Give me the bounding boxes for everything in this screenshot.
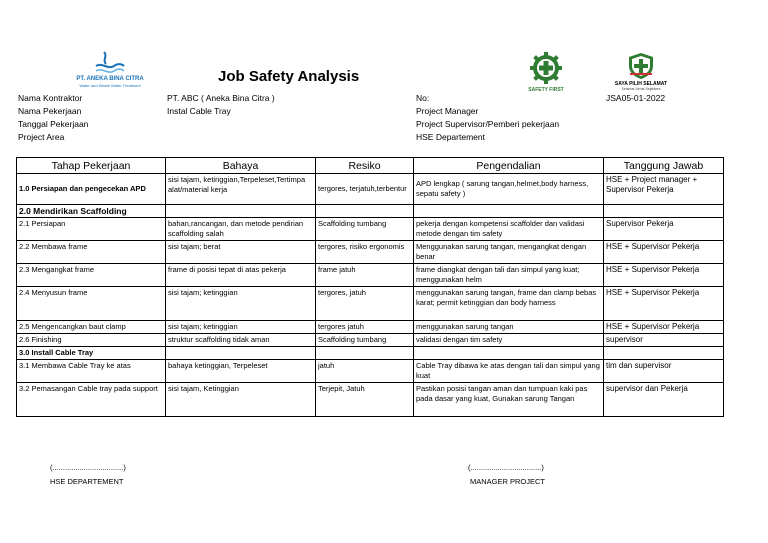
step-cell: 2.5 Mengencangkan baut clamp [17,321,166,334]
column-header: Tanggung Jawab [604,158,724,174]
hazard-cell: sisi tajam, ketinggian,Terpeleset,Tertimpa alat/material kerja [166,174,316,205]
control-cell: pekerja dengan kompetensi scaffolder dan validasi metode dengan tim safety [414,218,604,241]
step-cell: 2.2 Membawa frame [17,241,166,264]
hazard-cell: bahan,rancangan, dan metode pendirian scaffolding salah [166,218,316,241]
document-title: Job Safety Analysis [218,68,360,85]
empty-cell [166,205,316,218]
role-project-manager: Project Manager [416,106,479,116]
table-row [17,360,724,383]
risk-cell: tergores, jatuh [316,287,414,321]
responsibility-cell: HSE + Supervisor Pekerja [604,321,724,334]
empty-cell [414,347,604,360]
responsibility-cell: Supervisor Pekerja [604,218,724,241]
control-cell: frame diangkat dengan tali dan simpul yang kuat; menggunakan helm [414,264,604,287]
empty-cell [166,347,316,360]
label-kontraktor: Nama Kontraktor [18,93,83,103]
info-roles [416,92,559,144]
hazard-cell: sisi tajam; ketinggian [166,287,316,321]
company-name: PT. ANEKA BINA CITRA [76,76,144,82]
risk-cell: Terjepit, Jatuh [316,383,414,417]
column-header: Tahap Pekerjaan [17,158,166,174]
risk-cell: tergores jatuh [316,321,414,334]
table-row [17,334,724,347]
section-row [17,205,724,218]
empty-cell [414,205,604,218]
hazard-cell: sisi tajam; berat [166,241,316,264]
section-title: 2.0 Mendirikan Scaffolding [17,205,166,218]
table-row [17,241,724,264]
saya-pilih-selamat-shield-icon [627,52,655,80]
responsibility-cell: supervisor [604,334,724,347]
empty-cell [316,205,414,218]
wave-logo-icon [94,50,126,76]
risk-cell: tergores, risiko ergonomis [316,241,414,264]
info-labels [18,92,88,144]
hazard-cell: sisi tajam, Ketinggian [166,383,316,417]
step-cell: 2.3 Mengangkat frame [17,264,166,287]
saya-pilih-selamat-logo [612,52,670,94]
signature-blank-manager: (..................................) [468,463,544,472]
role-hse: HSE Departement [416,132,485,142]
label-area: Project Area [18,132,65,142]
column-header: Resiko [316,158,414,174]
table-header-row [17,158,724,174]
step-cell: 2.1 Persiapan [17,218,166,241]
label-pekerjaan: Nama Pekerjaan [18,106,82,116]
table-row [17,383,724,417]
hazard-cell: frame di posisi tepat di atas pekerja [166,264,316,287]
section-row [17,347,724,360]
document-number: JSA05-01-2022 [606,93,666,103]
empty-cell [604,205,724,218]
jsa-table [16,157,724,417]
spss-subcaption: Selamat Sehat Sejahtera [621,87,661,91]
step-cell: 2.6 Finishing [17,334,166,347]
hazard-cell: bahaya ketinggian, Terpeleset [166,360,316,383]
role-project-supervisor: Project Supervisor/Pemberi pekerjaan [416,119,560,129]
hazard-cell: struktur scaffolding tidak aman [166,334,316,347]
step-cell: 2.4 Menyusun frame [17,287,166,321]
step-cell: 3.2 Pemasangan Cable tray pada support [17,383,166,417]
control-cell: Pastikan posisi tangan aman dan tumpuan kaki pas pada dasar yang kuat, Gunakan sarung Tangan [414,383,604,417]
company-logo [64,50,156,92]
control-cell: menggunakan sarung tangan [414,321,604,334]
control-cell: APD lengkap ( sarung tangan,helmet,body harness, sepatu safety ) [414,174,604,205]
risk-cell: Scaffolding tumbang [316,218,414,241]
control-cell: validasi dengan tim safety [414,334,604,347]
table-row [17,174,724,205]
value-pekerjaan: Instal Cable Tray [167,106,231,116]
column-header: Pengendalian [414,158,604,174]
safety-first-gear-icon [522,52,570,86]
risk-cell: tergores, terjatuh,terbentur [316,174,414,205]
column-header: Bahaya [166,158,316,174]
empty-cell [316,347,414,360]
label-no: No: [416,93,430,103]
signature-label-hse: HSE DEPARTEMENT [50,477,124,486]
responsibility-cell: HSE + Supervisor Pekerja [604,241,724,264]
table-row [17,218,724,241]
safety-first-caption: SAFETY FIRST [528,87,564,93]
risk-cell: jatuh [316,360,414,383]
table-row [17,264,724,287]
signature-label-manager: MANAGER PROJECT [470,477,546,486]
table-row [17,287,724,321]
value-kontraktor: PT. ABC ( Aneka Bina Citra ) [167,93,275,103]
responsibility-cell: HSE + Supervisor Pekerja [604,264,724,287]
responsibility-cell: tim dan supervisor [604,360,724,383]
control-cell: Cable Tray dibawa ke atas dengan tali dan simpul yang kuat [414,360,604,383]
empty-cell [604,347,724,360]
risk-cell: frame jatuh [316,264,414,287]
safety-first-logo [516,52,576,94]
responsibility-cell: HSE + Project manager + Supervisor Pekerja [604,174,724,205]
responsibility-cell: supervisor dan Pekerja [604,383,724,417]
section-title: 3.0 Install Cable Tray [17,347,166,360]
control-cell: menggunakan sarung tangan, frame dan clamp bebas karat; permit ketinggian dan body harness [414,287,604,321]
info-values [167,92,275,118]
responsibility-cell: HSE + Supervisor Pekerja [604,287,724,321]
label-tanggal: Tanggal Pekerjaan [18,119,89,129]
table-row [17,321,724,334]
step-cell: 3.1 Membawa Cable Tray ke atas [17,360,166,383]
risk-cell: Scaffolding tumbang [316,334,414,347]
spss-caption: SAYA PILIH SELAMAT [614,81,668,87]
signature-blank-hse: (..................................) [50,463,126,472]
company-tagline: Water and Waste Water Treatment [79,83,141,88]
control-cell: Menggunakan sarung tangan, mengangkat dengan benar [414,241,604,264]
hazard-cell: sisi tajam; ketinggian [166,321,316,334]
step-cell: 1.0 Persiapan dan pengecekan APD [17,174,166,205]
